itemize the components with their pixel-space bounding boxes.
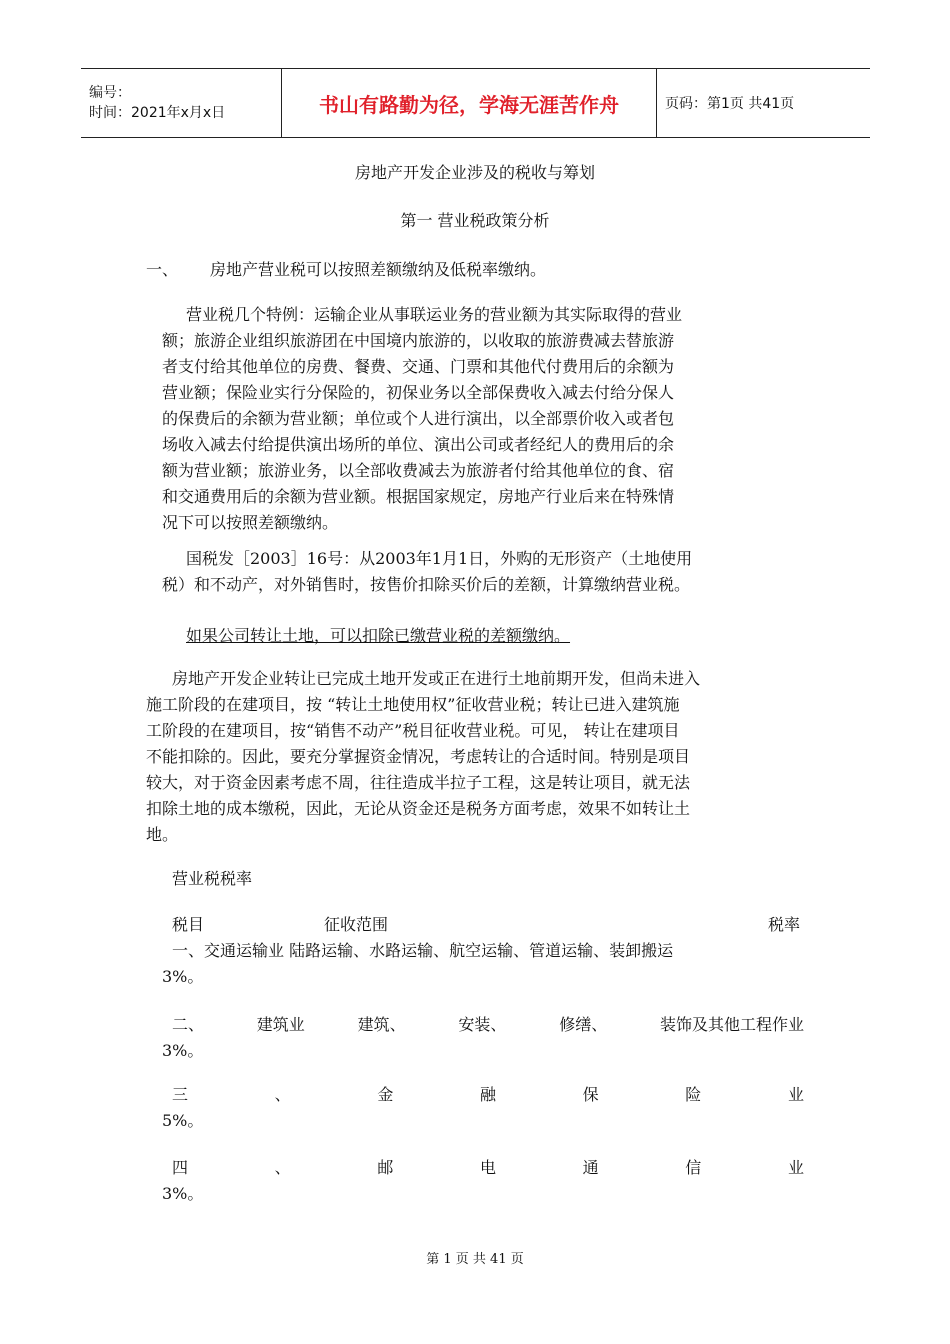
page-info-text: 页码：第1页 共41页 — [665, 96, 795, 112]
motto-text: 书山有路勤为径，学海无涯苦作舟 — [319, 92, 619, 117]
rate-row3-part: 险 — [685, 1085, 702, 1104]
rate-row1-line1: 一、交通运输业 陆路运输、水路运输、航空运输、管道运输、装卸搬运 — [172, 941, 674, 960]
rate-row1-line2: 3%。 — [162, 967, 204, 986]
para3-line: 较大，对于资金因素考虑不周，往往造成半拉子工程，这是转让项目，就无法 — [146, 773, 691, 792]
underlined-statement: 如果公司转让土地，可以扣除已缴营业税的差额缴纳。 — [186, 626, 571, 645]
rate-row3-line2: 5%。 — [162, 1111, 204, 1130]
para1-line: 场收入减去付给提供演出场所的单位、演出公司或者经纪人的费用后的余 — [162, 435, 675, 454]
rate-row4-line2: 3%。 — [162, 1184, 204, 1203]
header-page-info — [657, 69, 870, 137]
rate-row4-part: 四 — [172, 1158, 189, 1177]
date-label: 时间：2021年x月x日 — [89, 105, 226, 121]
para1-line: 和交通费用后的余额为营业额。根据国家规定，房地产行业后来在特殊情 — [162, 487, 675, 506]
rate-title: 营业税税率 — [172, 869, 253, 888]
rate-row4-line1 — [172, 1155, 804, 1178]
para3-line: 房地产开发企业转让已完成土地开发或正在进行土地前期开发，但尚未进入 — [172, 669, 701, 688]
paragraph-2 — [186, 546, 692, 572]
rate-row2-line2: 3%。 — [162, 1041, 204, 1060]
number-label: 编号： — [89, 85, 131, 101]
para1-line: 的保费后的余额为营业额；单位或个人进行演出，以全部票价收入或者包 — [162, 409, 675, 428]
rate-row3-part: 、 — [274, 1085, 291, 1104]
rate-row3-part: 融 — [479, 1085, 496, 1104]
para1-line: 况下可以按照差额缴纳。 — [162, 513, 339, 532]
rate-header-rate: 税率 — [768, 915, 801, 934]
rate-row3-part: 三 — [172, 1085, 189, 1104]
rate-row4-part: 业 — [787, 1158, 804, 1177]
page-footer: 第 1 页 共 41 页 — [426, 1252, 524, 1267]
paragraph-1 — [186, 302, 682, 328]
section1-number: 一、 — [146, 260, 179, 279]
para1-line: 营业税几个特例：运输企业从事联运业务的营业额为其实际取得的营业 — [186, 305, 683, 324]
rate-row2-part: 装饰及其他工程作业 — [659, 1015, 804, 1034]
para3-line: 地。 — [146, 825, 179, 844]
rate-row4-part: 邮 — [377, 1158, 394, 1177]
para1-line: 者支付给其他单位的房费、餐费、交通、门票和其他代付费用后的余额为 — [162, 357, 675, 376]
rate-row2-line1 — [172, 1012, 804, 1035]
rate-row2-part: 二、 — [172, 1015, 205, 1034]
paragraph-1-body — [162, 328, 674, 536]
rate-row2-part: 建筑、 — [357, 1015, 406, 1034]
paragraph-2-body — [162, 572, 690, 598]
rate-row3-part: 保 — [582, 1085, 599, 1104]
doc-title: 房地产开发企业涉及的税收与筹划 — [354, 163, 595, 182]
para3-line: 不能扣除的。因此，要充分掌握资金情况，考虑转让的合适时间。特别是项目 — [146, 747, 691, 766]
rate-row3-part: 金 — [377, 1085, 394, 1104]
rate-row4-part: 通 — [582, 1158, 599, 1177]
paragraph-3 — [172, 666, 700, 692]
para1-line: 额为营业额；旅游业务，以全部收费减去为旅游者付给其他单位的食、宿 — [162, 461, 675, 480]
rate-row4-part: 电 — [479, 1158, 496, 1177]
para2-line: 税）和不动产，对外销售时，按售价扣除买价后的差额，计算缴纳营业税。 — [162, 575, 691, 594]
para3-line: 工阶段的在建项目，按“销售不动产”税目征收营业税。可见， 转让在建项目 — [146, 721, 680, 740]
para1-line: 额；旅游企业组织旅游团在中国境内旅游的，以收取的旅游费减去替旅游 — [162, 331, 675, 350]
chapter-heading: 第一 营业税政策分析 — [400, 211, 550, 230]
para1-line: 营业额；保险业实行分保险的，初保业务以全部保费收入减去付给分保人 — [162, 383, 675, 402]
rate-row2-part: 建筑业 — [256, 1015, 305, 1034]
header-meta — [81, 69, 282, 137]
rate-row2-part: 安装、 — [458, 1015, 507, 1034]
paragraph-3-body — [146, 692, 690, 848]
rate-header-scope: 征收范围 — [324, 915, 389, 934]
section1-heading: 房地产营业税可以按照差额缴纳及低税率缴纳。 — [210, 260, 547, 279]
rate-row4-part: 、 — [274, 1158, 291, 1177]
rate-row4-part: 信 — [685, 1158, 702, 1177]
rate-row3-part: 业 — [787, 1085, 804, 1104]
para3-line: 扣除土地的成本缴税，因此，无论从资金还是税务方面考虑，效果不如转让土 — [146, 799, 691, 818]
header-table — [81, 68, 870, 138]
header-motto — [282, 69, 657, 137]
para3-line: 施工阶段的在建项目，按 “转让土地使用权”征收营业税；转让已进入建筑施 — [146, 695, 680, 714]
rate-row2-part: 修缮、 — [559, 1015, 608, 1034]
rate-row3-line1 — [172, 1082, 804, 1105]
rate-header-item: 税目 — [172, 915, 205, 934]
para2-line: 国税发［2003］16号：从2003年1月1日，外购的无形资产（土地使用 — [186, 549, 693, 568]
